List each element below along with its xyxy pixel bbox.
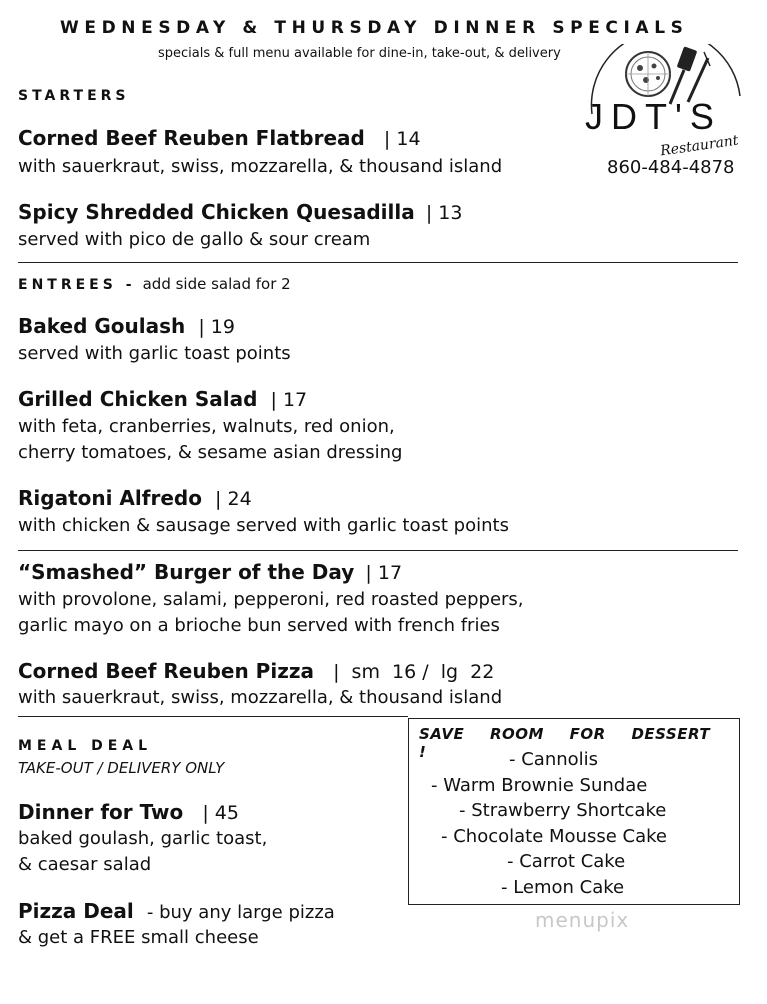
watermark: menupix xyxy=(535,908,630,932)
dessert-box xyxy=(408,718,740,905)
item-name: Grilled Chicken Salad xyxy=(18,387,258,411)
menu-item xyxy=(18,126,421,150)
item-description: garlic mayo on a brioche bun served with french fries xyxy=(18,615,500,636)
menu-item xyxy=(18,387,307,411)
item-price: | 24 xyxy=(215,488,252,510)
item-description: with feta, cranberries, walnuts, red onion, xyxy=(18,416,395,437)
dessert-item: - Warm Brownie Sundae xyxy=(431,775,648,796)
menu-item xyxy=(18,659,494,683)
item-name: Pizza Deal xyxy=(18,899,134,923)
logo-script: Restaurant xyxy=(659,132,740,160)
divider xyxy=(18,550,738,551)
item-price: | 14 xyxy=(383,128,421,150)
item-price: | 17 xyxy=(365,562,403,584)
menu-item xyxy=(18,200,462,224)
section-label: ENTREES - xyxy=(18,277,136,293)
menu-item xyxy=(18,800,239,824)
item-description: served with garlic toast points xyxy=(18,343,291,364)
section-note: add side salad for 2 xyxy=(142,275,291,293)
item-name: Baked Goulash xyxy=(18,314,186,338)
phone-number: 860-484-4878 xyxy=(607,157,735,178)
page-title: WEDNESDAY & THURSDAY DINNER SPECIALS xyxy=(60,18,689,38)
item-name: “Smashed” Burger of the Day xyxy=(18,560,355,584)
menu-item xyxy=(18,486,252,510)
divider xyxy=(18,262,738,263)
menu-item xyxy=(18,899,335,923)
item-description: cherry tomatoes, & sesame asian dressing xyxy=(18,442,403,463)
item-price: | 13 xyxy=(425,202,463,224)
item-name: Spicy Shredded Chicken Quesadilla xyxy=(18,200,415,224)
menu-item xyxy=(18,314,235,338)
item-description: with provolone, salami, pepperoni, red roasted peppers, xyxy=(18,589,524,610)
logo-name: JDT'S xyxy=(585,96,722,137)
dessert-item: - Chocolate Mousse Cake xyxy=(441,826,667,847)
item-description: with sauerkraut, swiss, mozzarella, & thousand island xyxy=(18,156,503,177)
item-description: & get a FREE small cheese xyxy=(18,927,259,948)
dessert-item: - Lemon Cake xyxy=(501,877,625,898)
section-meal-deal: MEAL DEAL xyxy=(18,738,153,754)
item-description: & caesar salad xyxy=(18,854,152,875)
item-price: | 19 xyxy=(198,316,235,338)
item-price: - buy any large pizza xyxy=(146,902,335,923)
item-description: baked goulash, garlic toast, xyxy=(18,828,268,849)
item-name: Rigatoni Alfredo xyxy=(18,486,202,510)
page-subtitle: specials & full menu available for dine-in, take-out, & delivery xyxy=(158,46,561,61)
divider xyxy=(18,716,408,717)
section-entrees xyxy=(18,274,291,293)
item-description: with sauerkraut, swiss, mozzarella, & thousand island xyxy=(18,687,503,708)
dessert-heading: SAVE ROOM FOR DESSERT ! xyxy=(419,725,711,761)
menu-item xyxy=(18,560,402,584)
item-name: Dinner for Two xyxy=(18,800,184,824)
item-description: with chicken & sausage served with garlic toast points xyxy=(18,515,509,536)
dessert-item: - Strawberry Shortcake xyxy=(459,800,667,821)
item-price: | 45 xyxy=(202,802,239,824)
item-name: Corned Beef Reuben Pizza xyxy=(18,659,314,683)
dessert-item: - Carrot Cake xyxy=(507,851,626,872)
section-starters: STARTERS xyxy=(18,88,130,104)
item-price: | sm 16 / lg 22 xyxy=(333,661,495,683)
item-description: served with pico de gallo & sour cream xyxy=(18,229,371,250)
item-name: Corned Beef Reuben Flatbread xyxy=(18,126,365,150)
dessert-item: - Cannolis xyxy=(509,749,599,770)
meal-deal-note: TAKE-OUT / DELIVERY ONLY xyxy=(18,759,225,777)
item-price: | 17 xyxy=(270,389,308,411)
